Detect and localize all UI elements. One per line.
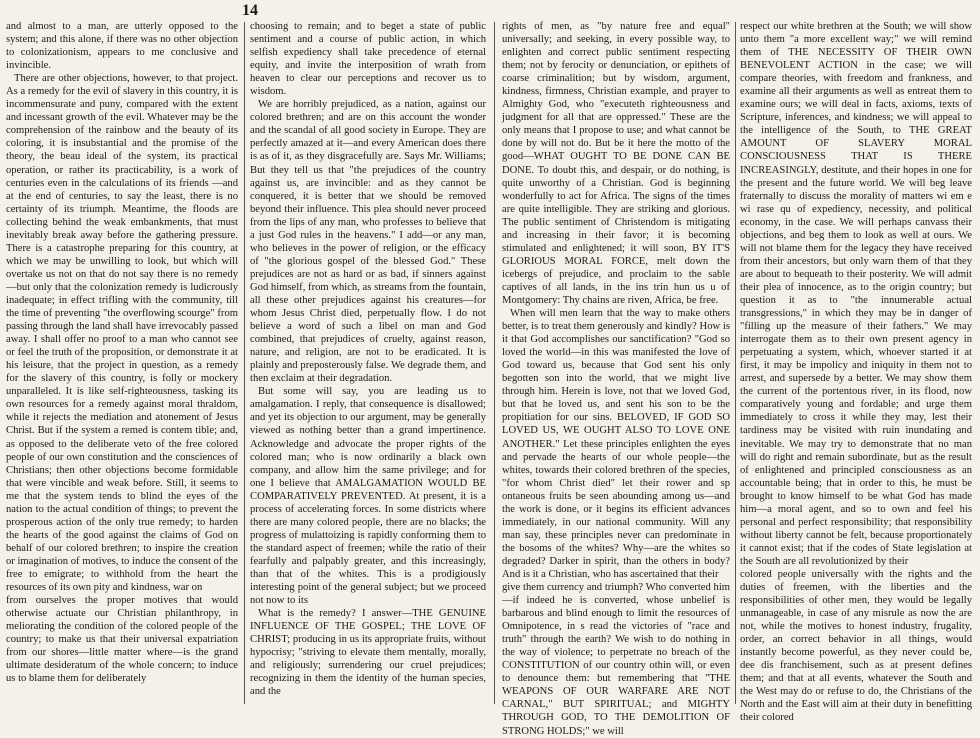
paragraph: and almost to a man, are utterly opposed to the system; and this alone, if there was no other objection to colonizationism, appears to me conclusive and invincible. (6, 21, 238, 72)
page-number: 14 (242, 2, 258, 19)
column-rule (735, 22, 736, 704)
paragraph: rights of men, as "by nature free and equal" universally; and seeking, in every possible way, to enlighten and correct public sentiment respecting them; not by ferocity or denunciation, or epithets of coarse criminalition; but by wisdom, argument, kindness, firmness, Christian example, and prayer to Almighty God, who "executeth righteousness and judgment for all that are oppressed." These are the only means that I propose to use; and what cannot be done by will not do. But be it here the motto of the good—WHAT OUGHT TO BE DONE CAN BE DONE. To doubt this, and despair, or do nothing, is quite unworthy of a Christian. God is beginning wonderfully to act for Africa. The signs of the times are quite intelligible. They are striking and glorious. The public sentiment of Christendom is mitigating and increasing in their favor; it is becoming stimulated and enlightened; it will soon, BY IT'S GLORIOUS MORAL FORCE, melt down the icebergs of prejudice, and proclaim to the sable captives of all lands, in the ins trin hun us u of Montgomery: Thy chains are riven, Africa, be free. (502, 21, 730, 306)
paragraph: colored people universally with the rights and the duties of freemen, with the liberties and the responsibilities of other men, they would be legally unmanageable, in case of any misrule as now the are not, while the motives to honest industry, frugality, order, an correct behavior in all things, would instantly become powerful, as they never could be, dee dis franchisement, such as at present defines them; and that at all events, whatever the South and the West may do or refuse to do, the Christians of the North and the East will aim at their duty in benefitting their colored (740, 568, 972, 724)
paragraph: from ourselves the proper motives that would otherwise actuate our Christian philanthropy, in meliorating the condition of the colored people of the country; to make us that their universal expatriation from our shores—little matter where—is the grand ultimate desideratum of the whole concern; to induce us to blame them for deliberately (6, 595, 238, 685)
text-column-2 (250, 20, 486, 705)
text-column-3 (502, 20, 730, 737)
paragraph: We are horribly prejudiced, as a nation, against our colored brethren; and are on this account the wonder and the scandal of all good society in Europe. They are perfectly amazed at it—and every American does there is as of it, as they disgracefully are. Says Mr. Williams; But they tell us that "the prejudices of the country against us, are invincible: and as they cannot be conquered, it is better that we should be removed beyond their influence. This plea should never proceed from the lips of any man, who professes to believe that a just God rules in the heavens." I add—or any man, who believes in the power of religion, or the efficacy of "the glorious gospel of the blessed God." These prejudices are not as hard or as bad, if sinners against God himself, from which, as streams from the fountain, all these other prejudices against his creatures—for whom Jesus Christ died, perpetually flow. I do not believe a word of such a libel on man and God combined, that prejudices of cruelty, against reason, nature, and religion, are not to be eradicated. It is plainly and preposterously false. We degrade them, and then exclaim at their degradation. (250, 99, 486, 385)
paragraph: What is the remedy? I answer—THE GENUINE INFLUENCE OF THE GOSPEL; THE LOVE OF CHRIST; producing in us its appropriate fruits, without hypocrisy; "striving to elevate them mentally, morally, and religiously; surrendering our cruel prejudices; recognizing in them the identity of the human species, and the (250, 608, 486, 698)
paragraph: give them currency and triumph? Who converted him—if indeed he is converted, whose unbelief is barbarous and blind enough to limit the resources of Omnipotence, in s read the victories of "race and truth" through the earth? We wish to do nothing in the way of violence; to perpetrate no breach of the CONSTITUTION of our country othin will, or even to denounce them: but remembering that "THE WEAPONS OF OUR WARFARE ARE NOT CARNAL," BUT SPIRITUAL; and MIGHTY THROUGH GOD, TO THE DEMOLITION OF STRONG HOLDS;" we will (502, 582, 730, 737)
paragraph: respect our white brethren at the South; we will show unto them "a more excellent way;" we will remind them of THE NECESSITY OF THEIR OWN BENEVOLENT ACTION in the case; we will compare theories, with freedom and frankness, and examine all their arguments as well as entreat them to examine ours; we will deal in facts, axioms, texts of Scripture, inferences, and kindness; we will appeal to the intelligence of the South, to THE GREAT AMOUNT OF SLAVERY MORAL CONSCIOUSNESS THAT IS THERE INCREASINGLY, destitute, and their hopes in one for the present and the future world. We will beg leave fraternally to discuss the morality of matters wi em e wi rase qu of expediency, necessity, and political economy, in the case. We will perhaps canvass their objections, and beg them to look as well at ours. We will not blame them for the legacy they have received from their ancestors, but only warn them of that they are about to bequeath to their posterity. We will admit their plea of innocence, as to the origin country; but question it as to "the innumerable actual transgressions," in which they may be in danger of "filling up the measure of their fathers." We may interrogate them as to their own present agency in perpetuating a system, which, whoever started it at first, it may be impolicy and iniquity in them not to arrest, and supersede by a better. We may show them the current of the portentous river, in its flood, now comparatively young and fordable; and urge them immediately to cross it while they may, lest their tardiness may be visited with ruin inundating and inevitable. We may try to demonstrate that no man will do right and remain subordinate, but as the result of enlightened and principled consciousness as an accountable being; that in order to this, he must be brought to know himself to be what God has made him—a moral agent, and so to own and feel his personal and perfect responsibility; that responsibility without liberty cannot be felt, because proportionately it cannot exist; that if the codes of State legislation at the South are all revolutionized by their (740, 21, 972, 567)
paragraph: There are other objections, however, to that project. As a remedy for the evil of slavery in this country, it is incommensurate and puny, compared with the extent and incessant growth of the evil. Whatever may be the comprehension of the rainbow and the beauty of its coloring, it is insubstantial and the promise of the theory, the beau ideal of the system, its practical operation, or rather its practicability, is a work of centuries even in the calculations of its friends —and at the end of centuries, to say the least, there is no certainty of its triumph. Meantime, the floods are collecting behind the weak embankments, that must inevitably break away before the gathering pressure. There is a catastrophe preparing for this country, at which we may be unwilling to look, but which will overtake us not on that do not say there is no remedy—but only that the colonization remedy is ludicrously inadequate; in effect trifling with the community, till the time of preventing "the overflowing scourge" from passing through the land shall have irrevocably passed away. I shall offer no proof to a man who cannot see or feel the truth of the proposition, or demonstrate it at his leisure, that the project in question, as a remedy for the slavery of this country, is folly or mockery unparalleled. It is like self-righteousness, tasking its own resources for a remedy against moral thraldom, while it rejects the mediation and atonement of Jesus Christ. But if the system a remed is contem tible; and, as opposed to the deliberate veto of the free colored people of our own constitution and the consciences of Christians; then other objections become formidable that were vincible and weak before. Still, it seems to me that the system tends to blind the eyes of the nation to the actual condition of things; to prevent the prosperous action of the only true remedy; to harden the hearts of the good against the claims of God on behalf of our colored brethren; to inspire the creation or imagination of motives, to induce the consent of the free to emigrate; to withhold from the heart the resources of its own pity and kindness, war on (6, 73, 238, 594)
text-column-4 (740, 20, 972, 724)
paragraph: When will men learn that the way to make others better, is to treat them generously and kindly? How is it that God accomplishes our sanctification? "God so loved the world—in this was manifested the love of God toward us, because that God sent his only begotten son into the world, that we might live through him. Herein is love, not that we loved God, but that he loved us, and sent his son to be the propitiation for our sins. BELOVED, IF GOD SO LOVED US, WE OUGHT ALSO TO LOVE ONE ANOTHER." Let these principles enlighten the eyes and pervade the hearts of our whole people—the whites, towards their colored brethren of the species, "for whom Christ died" let their rower and sp ontaneous fruits be seen abounding among us—and the work is done, or it begins its efficient advances immediately, in our national community. Will any man say, these principles never can predominate in the bosoms of the whites? Why—are the whites so degraded? Darker in spirit, than the others in body? And is it a Christian, who has ascertained that their (502, 308, 730, 580)
paragraph: choosing to remain; and to beget a state of public sentiment and a course of public action, in which selfish expediency shall take precedence of eternal equity, and invite the interposition of wrath from heaven to clear our perceptions and recover us to wisdom. (250, 21, 486, 98)
column-rule (244, 22, 245, 704)
column-rule (494, 22, 495, 704)
paragraph: But some will say, you are leading us to amalgamation. I reply, that consequence is disallowed; and yet its objection to our argument, may be generally viewed as nothing better than a grand impertinence. Acknowledge and advocate the proper rights of the colored man; who is now ordinarily a black own company, and allow him the same privilege; and for one I believe that AMALGAMATION WOULD BE COMPARATIVELY PREVENTED. At present, it is a process of accelerating forces. In some districts where there are many colored people, there are no blacks; the progress of mulattoizing is rapidly conforming them to the standard aspect of freemen; while the ratio of their fearfully and palpably greater, and this increasingly, than that of the whites. This is a prodigiously interesting point of the general subject; but we proceed not now to its (250, 386, 486, 607)
text-column-1 (6, 20, 238, 705)
